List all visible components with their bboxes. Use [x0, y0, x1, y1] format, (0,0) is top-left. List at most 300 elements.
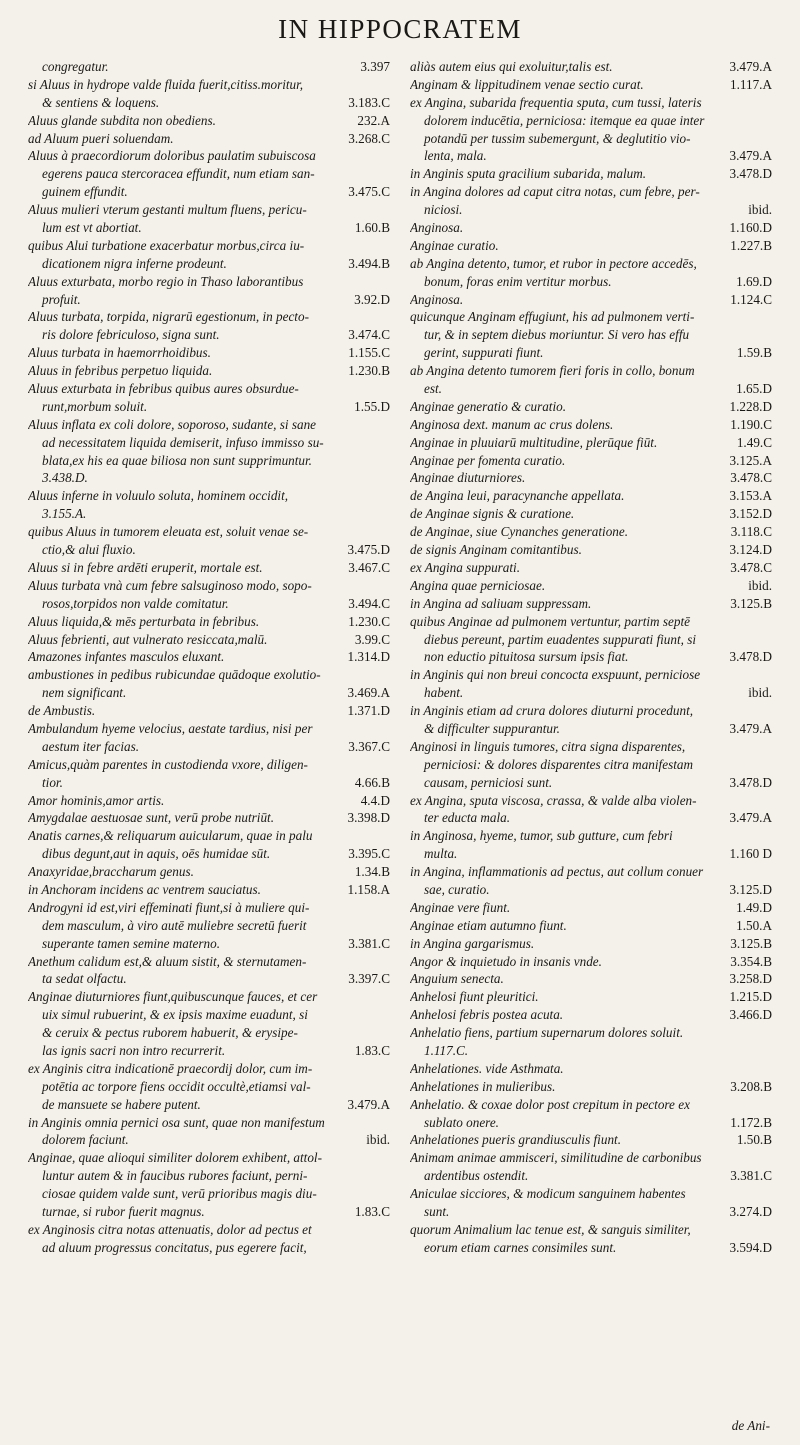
- entry-reference: 3.274.D: [727, 1203, 773, 1221]
- entry-text: si Aluus in hydrope valde fluida fuerit,citiss.moritur,: [28, 76, 304, 92]
- entry-text: Aluus exturbata in febribus quibus aures obsurdue-: [28, 381, 299, 397]
- entry-text: aliàs autem eius qui exoluitur,talis est.: [410, 59, 613, 74]
- index-entry-line: [28, 1024, 390, 1042]
- index-entry-line: [28, 76, 390, 94]
- entry-text: Anginae, quae alioqui similiter dolorem exhibent, attol-: [28, 1150, 322, 1166]
- entry-text: 1.117.C.: [424, 1042, 469, 1058]
- entry-reference: 1.314.D: [345, 648, 391, 666]
- entry-text: Aluus inflata ex coli dolore, soporoso, sudante, si sane: [28, 416, 317, 432]
- entry-reference: 1.228.D: [727, 398, 773, 416]
- entry-reference: 1.158.A: [345, 881, 391, 899]
- entry-text: de Ambustis.: [28, 703, 96, 719]
- entry-text: quibus Anginae ad pulmonem vertuntur, partim septē: [410, 613, 690, 629]
- index-entry-line: [28, 1114, 390, 1132]
- entry-reference: 3.125.B: [727, 595, 772, 613]
- entry-reference: 3.466.D: [727, 1006, 773, 1024]
- entry-reference: 1.227.B: [727, 237, 772, 255]
- entry-text: ex Angina suppurati.: [410, 559, 521, 575]
- index-entry-line: [28, 434, 390, 452]
- index-entry-line: [28, 809, 390, 827]
- entry-reference: 1.215.D: [727, 988, 773, 1006]
- entry-text: Anginosa dext. manum ac crus dolens.: [410, 416, 614, 432]
- entry-text: Aluus febrienti, aut vulnerato resiccata,malū.: [28, 631, 268, 647]
- index-entry-line: [28, 953, 390, 971]
- entry-text: in Angina ad saliuam suppressam.: [410, 595, 592, 611]
- index-entry-line: [410, 1114, 772, 1132]
- entry-text: lenta, mala.: [424, 148, 487, 164]
- index-entry-line: [410, 94, 772, 112]
- entry-text: Aluus turbata vnà cum febre salsuginoso modo, sopo-: [28, 577, 312, 593]
- index-entry-line: [28, 362, 390, 380]
- index-entry-line: [410, 845, 772, 863]
- index-entry-line: [410, 666, 772, 684]
- index-entry-line: [410, 76, 772, 94]
- index-entry-line: [410, 308, 772, 326]
- index-entry-line: [28, 505, 390, 523]
- index-entry-line: [28, 827, 390, 845]
- index-entry-line: [410, 112, 772, 130]
- entry-reference: 3.125.A: [727, 452, 773, 470]
- index-entry-line: [410, 183, 772, 201]
- index-entry-line: [28, 165, 390, 183]
- entry-reference: 4.4.D: [358, 792, 390, 810]
- entry-text: de Anginae signis & curatione.: [410, 506, 575, 522]
- entry-reference: 3.469.A: [345, 684, 391, 702]
- entry-reference: 3.594.D: [727, 1239, 773, 1257]
- index-entry-line: [28, 130, 390, 148]
- entry-text: ta sedat olfactu.: [42, 971, 127, 987]
- index-entry-line: [28, 917, 390, 935]
- entry-text: Anginosa.: [410, 220, 464, 236]
- entry-text: runt,morbum soluit.: [42, 398, 148, 414]
- entry-text: sublato onere.: [424, 1114, 499, 1130]
- entry-text: ab Angina detento, tumor, et rubor in pectore accedēs,: [410, 255, 697, 271]
- index-entry-line: [410, 1060, 772, 1078]
- index-entry-line: [410, 380, 772, 398]
- entry-reference: 1.190.C: [727, 416, 772, 434]
- index-entry-line: [28, 1203, 390, 1221]
- index-entry-line: [28, 1096, 390, 1114]
- entry-reference: 3.118.C: [728, 523, 772, 541]
- index-entry-line: [410, 147, 772, 165]
- entry-text: ab Angina detento tumorem fieri foris in collo, bonum: [410, 363, 695, 379]
- running-head: IN HIPPOCRATEM: [278, 14, 522, 44]
- entry-reference: 1.83.C: [352, 1042, 390, 1060]
- entry-reference: 1.371.D: [345, 702, 391, 720]
- index-entry-line: [410, 505, 772, 523]
- index-entry-line: [410, 970, 772, 988]
- entry-text: Anginae vere fiunt.: [410, 899, 511, 915]
- entry-reference: 3.475.D: [345, 541, 391, 559]
- index-entry-line: [410, 398, 772, 416]
- index-entry-line: [28, 648, 390, 666]
- entry-reference: 1.50.B: [734, 1131, 772, 1149]
- entry-text: 3.438.D.: [42, 470, 88, 486]
- index-entry-line: [28, 1167, 390, 1185]
- entry-text: & sentiens & loquens.: [42, 94, 160, 110]
- entry-text: quicunque Anginam effugiunt, his ad pulmonem verti-: [410, 309, 695, 325]
- index-entry-line: [28, 970, 390, 988]
- entry-reference: 3.479.A: [345, 1096, 391, 1114]
- index-entry-line: [410, 344, 772, 362]
- index-entry-line: [410, 1239, 772, 1257]
- entry-text: ex Anginis citra indicationē praecordij dolor, cum im-: [28, 1060, 313, 1076]
- entry-text: in Angina, inflammationis ad pectus, aut collum conuer: [410, 864, 704, 880]
- index-entry-line: [410, 648, 772, 666]
- entry-reference: 1.160.D: [727, 219, 773, 237]
- entry-reference: 1.83.C: [352, 1203, 390, 1221]
- index-entry-line: [410, 935, 772, 953]
- entry-text: Anginae per fomenta curatio.: [410, 452, 566, 468]
- entry-reference: 3.268.C: [345, 130, 390, 148]
- index-entry-line: [28, 1149, 390, 1167]
- entry-text: ad aluum progressus concitatus, pus egerere facit,: [42, 1239, 307, 1255]
- entry-text: las ignis sacri non intro recurrerit.: [42, 1042, 226, 1058]
- entry-text: ambustiones in pedibus rubicundae quādoque exolutio-: [28, 667, 321, 683]
- entry-text: est.: [424, 381, 442, 397]
- index-entry-line: [28, 523, 390, 541]
- entry-reference: 3.479.A: [727, 58, 773, 76]
- entry-reference: 1.60.B: [352, 219, 390, 237]
- entry-text: Amor hominis,amor artis.: [28, 792, 165, 808]
- index-entry-line: [410, 1006, 772, 1024]
- index-entry-line: [410, 613, 772, 631]
- entry-reference: 3.124.D: [727, 541, 773, 559]
- index-entry-line: [410, 326, 772, 344]
- index-entry-line: [28, 756, 390, 774]
- index-entry-line: [28, 702, 390, 720]
- index-entry-line: [28, 255, 390, 273]
- index-entry-line: [28, 469, 390, 487]
- index-entry-line: [410, 1131, 772, 1149]
- entry-text: Anhelatio fiens, partium supernarum dolores soluit.: [410, 1025, 684, 1041]
- index-entry-line: [28, 1131, 390, 1149]
- index-entry-line: [410, 1078, 772, 1096]
- entry-text: Anaxyridae,braccharum genus.: [28, 864, 194, 880]
- entry-text: multa.: [424, 846, 458, 862]
- index-entry-line: [410, 917, 772, 935]
- index-entry-line: [410, 756, 772, 774]
- entry-reference: 3.478.D: [727, 648, 773, 666]
- index-entry-line: [28, 595, 390, 613]
- entry-reference: 3.99.C: [352, 631, 390, 649]
- index-entry-line: [28, 720, 390, 738]
- entry-text: Aluus glande subdita non obediens.: [28, 112, 216, 128]
- index-entry-line: [28, 1060, 390, 1078]
- index-entry-line: [410, 1042, 772, 1060]
- entry-text: ad necessitatem liquida demiserit, infuso immisso su-: [42, 434, 324, 450]
- entry-text: in Anginis sputa gracilium subarida, malum.: [410, 166, 647, 182]
- entry-reference: 3.397: [357, 58, 390, 76]
- entry-text: sunt.: [424, 1204, 450, 1219]
- index-entry-line: [28, 308, 390, 326]
- index-entry-line: [28, 988, 390, 1006]
- index-entry-line: [410, 863, 772, 881]
- entry-text: Amygdalae aestuosae sunt, verū probe nutriūt.: [28, 810, 275, 826]
- entry-reference: 4.66.B: [352, 774, 390, 792]
- index-entry-line: [410, 237, 772, 255]
- index-entry-line: [28, 845, 390, 863]
- entry-text: guinem effundit.: [42, 184, 128, 200]
- entry-text: de Angina leui, paracynanche appellata.: [410, 488, 625, 504]
- index-entry-line: [28, 792, 390, 810]
- entry-text: ter educta mala.: [424, 810, 511, 826]
- entry-reference: ibid.: [745, 684, 772, 702]
- entry-text: Anhelationes. vide Asthmata.: [410, 1060, 564, 1076]
- entry-text: Anhelationes in mulieribus.: [410, 1078, 556, 1094]
- index-entry-line: [28, 273, 390, 291]
- entry-reference: 3.183.C: [345, 94, 390, 112]
- entry-text: dem masculum, à viro autē muliebre secretū fuerit: [42, 917, 307, 933]
- entry-reference: 3.474.C: [345, 326, 390, 344]
- entry-text: causam, perniciosi sunt.: [424, 774, 553, 790]
- entry-text: egerens pauca stercoracea effundit, num etiam san-: [42, 166, 315, 182]
- index-entry-line: [410, 953, 772, 971]
- entry-reference: 3.381.C: [727, 1167, 772, 1185]
- entry-reference: 3.494.B: [345, 255, 390, 273]
- entry-reference: 1.124.C: [727, 291, 772, 309]
- entry-reference: 1.172.B: [727, 1114, 772, 1132]
- index-entry-line: [410, 1096, 772, 1114]
- index-entry-line: [28, 1042, 390, 1060]
- entry-reference: 3.478.C: [727, 469, 772, 487]
- entry-text: ciosae quidem valde sunt, verū prioribus magis diu-: [42, 1186, 317, 1202]
- entry-text: de signis Anginam comitantibus.: [410, 542, 582, 558]
- entry-text: luntur autem & in faucibus rubores faciunt, perni-: [42, 1168, 308, 1184]
- index-entry-line: [28, 452, 390, 470]
- index-entry-line: [28, 1239, 390, 1257]
- entry-text: Anatis carnes,& reliquarum auicularum, quae in palu: [28, 828, 313, 844]
- entry-text: in Angina gargarismus.: [410, 935, 535, 951]
- index-entry-line: [28, 416, 390, 434]
- index-entry-line: [410, 201, 772, 219]
- entry-reference: 3.467.C: [345, 559, 390, 577]
- index-entry-line: [28, 559, 390, 577]
- entry-text: dibus degunt,aut in aquis, oēs humidae sūt.: [42, 846, 271, 862]
- index-entry-line: [410, 291, 772, 309]
- entry-text: dolorem faciunt.: [42, 1132, 129, 1148]
- index-entry-line: [28, 1078, 390, 1096]
- entry-reference: 1.69.D: [733, 273, 772, 291]
- entry-text: Anginosa.: [410, 291, 464, 307]
- entry-text: habent.: [424, 685, 464, 701]
- index-entry-line: [410, 631, 772, 649]
- entry-text: & ceruix & pectus ruborem habuerit, & erysipe-: [42, 1025, 298, 1041]
- index-entry-line: [28, 326, 390, 344]
- entry-text: gerint, suppurati fiunt.: [424, 345, 544, 361]
- entry-reference: 1.34.B: [352, 863, 390, 881]
- entry-reference: 3.395.C: [345, 845, 390, 863]
- index-entry-line: [28, 899, 390, 917]
- entry-reference: 3.479.A: [727, 147, 773, 165]
- index-entry-line: [28, 487, 390, 505]
- entry-text: Anginam & lippitudinem venae sectio curat.: [410, 76, 644, 92]
- index-entry-line: [28, 1221, 390, 1239]
- index-entry-line: [410, 881, 772, 899]
- entry-reference: 3.398.D: [345, 809, 391, 827]
- entry-text: Aluus turbata in haemorrhoidibus.: [28, 345, 211, 361]
- entry-text: rosos,torpidos non valde comitatur.: [42, 595, 229, 611]
- index-entry-line: [410, 165, 772, 183]
- index-entry-line: [410, 130, 772, 148]
- index-entry-line: [28, 613, 390, 631]
- index-entry-line: [410, 1185, 772, 1203]
- entry-reference: 3.478.D: [727, 165, 773, 183]
- index-entry-line: [28, 1006, 390, 1024]
- entry-text: nem significant.: [42, 685, 127, 701]
- entry-text: in Anchoram incidens ac ventrem sauciatus.: [28, 881, 261, 897]
- entry-text: perniciosi: & dolores disparentes citra manifestam: [424, 756, 693, 772]
- entry-reference: 3.475.C: [345, 183, 390, 201]
- index-entry-line: [28, 738, 390, 756]
- entry-text: Anginosi in linguis tumores, citra signa disparentes,: [410, 738, 686, 754]
- entry-text: non eductio pituitosa sursum ipsis fiat.: [424, 649, 629, 665]
- entry-reference: 1.65.D: [733, 380, 772, 398]
- entry-text: Aluus in febribus perpetuo liquida.: [28, 363, 213, 379]
- index-entry-line: [28, 112, 390, 130]
- entry-text: Amazones infantes masculos eluxant.: [28, 649, 225, 665]
- entry-text: Aluus exturbata, morbo regio in Thaso laborantibus: [28, 273, 304, 289]
- entry-text: Anhelationes pueris grandiusculis fiunt.: [410, 1132, 621, 1148]
- entry-reference: 232.A: [354, 112, 390, 130]
- index-entry-line: [410, 541, 772, 559]
- entry-text: de Anginae, siue Cynanches generatione.: [410, 524, 629, 540]
- index-entry-line: [410, 1024, 772, 1042]
- entry-text: ad Aluum pueri soluendam.: [28, 130, 174, 146]
- entry-text: eorum etiam carnes consimiles sunt.: [424, 1239, 617, 1255]
- entry-text: quibus Alui turbatione exacerbatur morbus,circa iu-: [28, 237, 305, 253]
- entry-text: Anhelatio. & coxae dolor post crepitum in pectore ex: [410, 1096, 690, 1112]
- entry-text: de mansuete se habere putent.: [42, 1096, 201, 1112]
- entry-text: Aluus liquida,& mēs perturbata in febribus.: [28, 613, 260, 629]
- index-entry-line: [410, 255, 772, 273]
- entry-text: aestum iter facias.: [42, 738, 140, 754]
- entry-text: Ambulandum hyeme velocius, aestate tardius, nisi per: [28, 720, 313, 736]
- entry-text: Anginae in pluuiarū multitudine, plerūque fiūt.: [410, 434, 658, 450]
- index-entry-line: [28, 94, 390, 112]
- entry-text: Aniculae sicciores, & modicum sanguinem habentes: [410, 1186, 686, 1202]
- entry-text: potandū per tussim subemergunt, & deglutitio vio-: [424, 130, 691, 146]
- index-entry-line: [410, 1167, 772, 1185]
- index-entry-line: [410, 1221, 772, 1239]
- entry-text: Aluus si in febre ardēti eruperit, mortale est.: [28, 559, 263, 575]
- entry-text: & difficulter suppurantur.: [424, 720, 560, 736]
- index-entry-line: [410, 452, 772, 470]
- entry-text: Anginae curatio.: [410, 237, 499, 253]
- entry-reference: 1.59.B: [734, 344, 772, 362]
- entry-text: Angina quae perniciosae.: [410, 577, 546, 593]
- index-entry-line: [28, 58, 390, 76]
- entry-reference: 1.230.B: [345, 362, 390, 380]
- entry-reference: 3.354.B: [727, 953, 772, 971]
- entry-text: in Anginis etiam ad crura dolores diuturni procedunt,: [410, 703, 694, 719]
- entry-text: ex Angina, sputa viscosa, crassa, & valde alba violen-: [410, 792, 697, 808]
- entry-text: ex Angina, subarida frequentia sputa, cum tussi, lateris: [410, 94, 702, 110]
- entry-reference: 3.367.C: [345, 738, 390, 756]
- entry-text: in Anginis omnia pernici osa sunt, quae non manifestum: [28, 1114, 325, 1130]
- entry-text: uix simul rubuerint, & ex ipsis maxime euadunt, si: [42, 1007, 308, 1023]
- entry-reference: ibid.: [745, 201, 772, 219]
- entry-text: tur, & in septem diebus moriuntur. Si vero has effu: [424, 327, 690, 343]
- entry-reference: 1.50.A: [733, 917, 772, 935]
- index-entry-line: [28, 541, 390, 559]
- index-entry-line: [410, 469, 772, 487]
- index-entry-line: [410, 219, 772, 237]
- index-entry-line: [28, 344, 390, 362]
- index-entry-line: [28, 398, 390, 416]
- index-entry-line: [28, 774, 390, 792]
- entry-reference: 3.479.A: [727, 809, 773, 827]
- entry-text: Anginae diuturniores.: [410, 470, 526, 486]
- entry-reference: ibid.: [363, 1131, 390, 1149]
- entry-reference: 3.478.D: [727, 774, 773, 792]
- entry-text: sae, curatio.: [424, 881, 490, 897]
- index-entry-line: [410, 58, 772, 76]
- entry-text: Aluus turbata, torpida, nigrarū egestionum, in pecto-: [28, 309, 309, 325]
- index-entry-line: [410, 774, 772, 792]
- entry-reference: 3.494.C: [345, 595, 390, 613]
- entry-reference: 3.92.D: [351, 291, 390, 309]
- index-entry-line: [28, 291, 390, 309]
- entry-text: Anginae etiam autumno fiunt.: [410, 917, 567, 933]
- entry-text: quorum Animalium lac tenue est, & sanguis similiter,: [410, 1221, 691, 1237]
- entry-text: lum est vt abortiat.: [42, 220, 142, 236]
- entry-reference: 1.55.D: [351, 398, 390, 416]
- index-entry-line: [410, 416, 772, 434]
- index-entry-line: [410, 684, 772, 702]
- entry-text: Aluus à praecordiorum doloribus paulatim subuiscosa: [28, 148, 316, 164]
- entry-reference: 1.49.C: [734, 434, 772, 452]
- entry-reference: 3.125.B: [727, 935, 772, 953]
- entry-text: in Anginis qui non breui concocta exspuunt, perniciose: [410, 667, 701, 683]
- entry-text: Anginae generatio & curatio.: [410, 398, 567, 414]
- entry-reference: 1.230.C: [345, 613, 390, 631]
- index-entry-line: [410, 487, 772, 505]
- index-entry-line: [410, 827, 772, 845]
- index-entry-line: [28, 577, 390, 595]
- entry-reference: 3.208.B: [727, 1078, 772, 1096]
- entry-text: congregatur.: [42, 59, 109, 74]
- entry-text: potētia ac torpore fiens occidit occultè,etiamsi val-: [42, 1078, 311, 1094]
- entry-text: Anhelosi febris postea acuta.: [410, 1007, 564, 1023]
- entry-reference: 3.152.D: [727, 505, 773, 523]
- entry-reference: 1.155.C: [345, 344, 390, 362]
- index-entry-line: [28, 237, 390, 255]
- entry-text: blata,ex his ea quae biliosa non sunt supprimuntur.: [42, 452, 312, 468]
- entry-reference: ibid.: [745, 577, 772, 595]
- index-entry-line: [410, 434, 772, 452]
- catchword: de Ani-: [731, 1418, 770, 1433]
- index-entry-line: [410, 792, 772, 810]
- left-column: [28, 58, 390, 1257]
- entry-text: dicationem nigra inferne prodeunt.: [42, 255, 227, 271]
- index-entry-line: [28, 183, 390, 201]
- index-entry-line: [410, 273, 772, 291]
- entry-text: profuit.: [42, 291, 81, 307]
- entry-text: dolorem inducētia, perniciosa: itemque ea quae inter: [424, 112, 705, 128]
- entry-reference: 1.49.D: [733, 899, 772, 917]
- entry-text: Animam animae ammisceri, similitudine de carbonibus: [410, 1150, 702, 1166]
- entry-reference: 3.397.C: [345, 970, 390, 988]
- index-entry-line: [28, 147, 390, 165]
- index-entry-line: [28, 201, 390, 219]
- entry-text: Amicus,quàm parentes in custodienda vxore, diligen-: [28, 756, 308, 772]
- index-entry-line: [28, 684, 390, 702]
- entry-text: Aluus inferne in voluulo soluta, hominem occidit,: [28, 488, 289, 504]
- entry-reference: 3.125.D: [727, 881, 773, 899]
- index-entry-line: [410, 595, 772, 613]
- index-entry-line: [410, 362, 772, 380]
